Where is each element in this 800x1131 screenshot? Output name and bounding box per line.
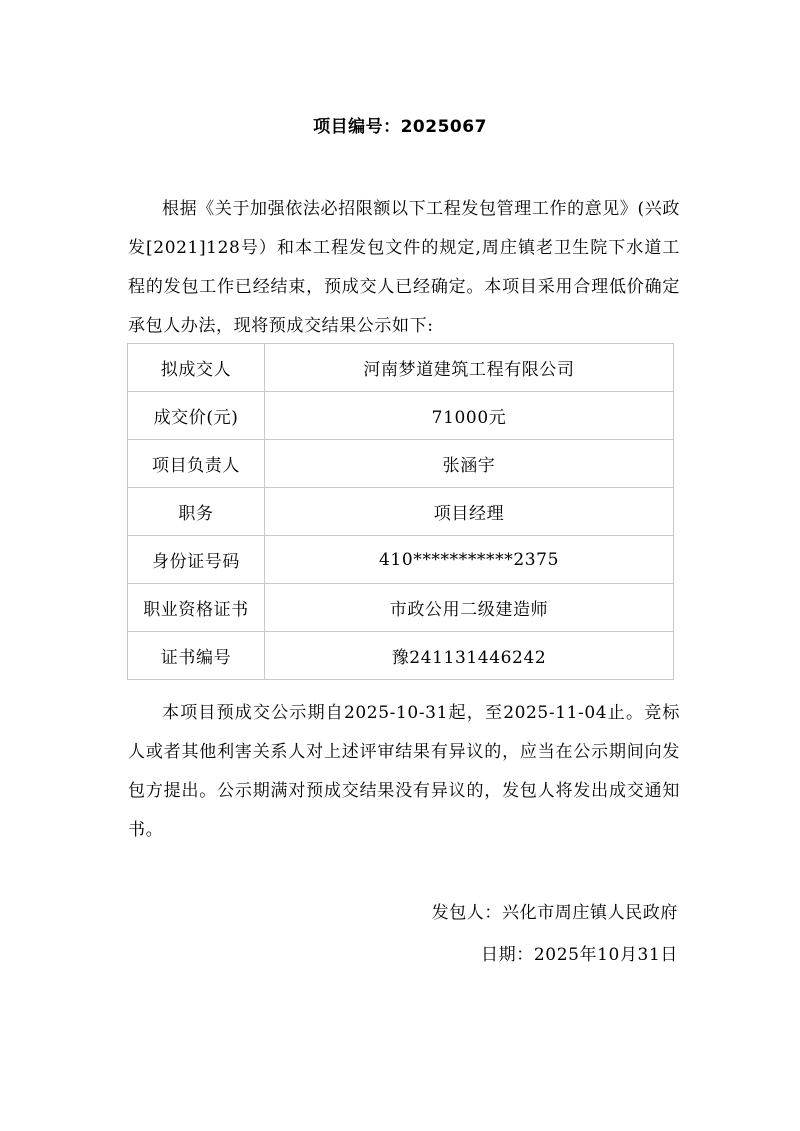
date-value: 2025年10月31日 — [533, 945, 678, 965]
row-label: 职业资格证书 — [128, 584, 265, 632]
table-row — [128, 392, 674, 440]
result-table — [127, 343, 674, 680]
project-number-heading — [0, 112, 800, 137]
table-row — [128, 488, 674, 536]
date-line — [481, 940, 678, 965]
row-value: 市政公用二级建造师 — [265, 584, 674, 632]
project-number: 2025067 — [400, 117, 487, 137]
row-label: 成交价(元) — [128, 392, 265, 440]
table-row — [128, 632, 674, 680]
row-value: 项目经理 — [265, 488, 674, 536]
table-row — [128, 584, 674, 632]
row-value: 河南梦道建筑工程有限公司 — [265, 344, 674, 392]
row-label: 项目负责人 — [128, 440, 265, 488]
row-value: 张涵宇 — [265, 440, 674, 488]
row-value: 豫241131446242 — [265, 632, 674, 680]
table-row — [128, 440, 674, 488]
issuer-label: 发包人： — [431, 903, 502, 923]
date-label: 日期： — [481, 945, 534, 965]
row-label: 证书编号 — [128, 632, 265, 680]
table-row — [128, 536, 674, 584]
notice-paragraph: 本项目预成交公示期自2025-10-31起，至2025-11-04止。竞标人或者其他利害关系人对上述评审结果有异议的，应当在公示期间向发包方提出。公示期满对预成交结果没有异议的，发包人将发出成交通知书。 — [128, 703, 680, 840]
row-value: 410***********2375 — [265, 536, 674, 584]
row-label: 职务 — [128, 488, 265, 536]
issuer-line — [432, 898, 678, 923]
row-label: 拟成交人 — [128, 344, 265, 392]
row-label: 身份证号码 — [128, 536, 265, 584]
project-number-label: 项目编号： — [313, 117, 401, 137]
intro-paragraph: 根据《关于加强依法必招限额以下工程发包管理工作的意见》(兴政发[2021]128号）和本工程发包文件的规定,周庄镇老卫生院下水道工程的发包工作已经结束，预成交人已经确定。本项目采用合理低价确定承包人办法，现将预成交结果公示如下: — [128, 199, 680, 336]
table-row — [128, 344, 674, 392]
row-value: 71000元 — [265, 392, 674, 440]
issuer-name: 兴化市周庄镇人民政府 — [502, 903, 678, 923]
